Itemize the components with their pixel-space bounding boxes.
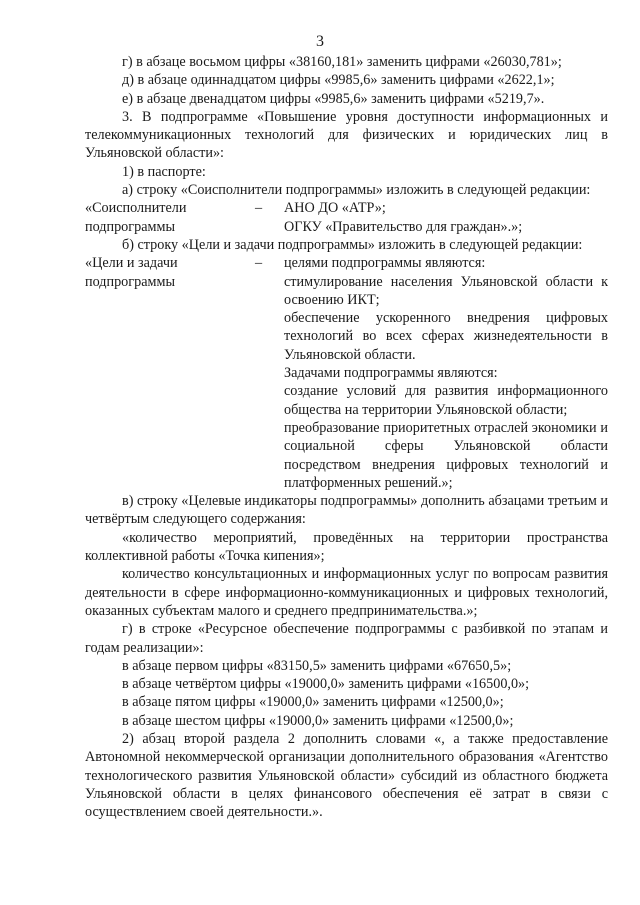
paragraph-fifth-abzac: в абзаце пятом цифры «19000,0» заменить цифрами «12500,0»; xyxy=(122,694,504,711)
paragraph-b: б) строку «Цели и задачи подпрограммы» изложить в следующей редакции: xyxy=(122,236,583,253)
paragraph-subprogram-3: 3. В подпрограмме «Повышение уровня доступности информационных и телекоммуникационных технологий для физических и юридических лиц в Ульяновской области»: xyxy=(85,108,608,162)
coexecutors-table xyxy=(85,199,608,236)
coexecutors-value xyxy=(284,199,608,236)
goals-dash: – xyxy=(255,255,263,272)
paragraph-g2: г) в строке «Ресурсное обеспечение подпрограммы с разбивкой по этапам и годам реализации»: xyxy=(85,621,608,656)
goals-table xyxy=(85,254,608,492)
goals-label-line1: «Цели и задачи xyxy=(85,255,178,272)
document-body xyxy=(85,53,608,821)
goals-label-line2: подпрограммы xyxy=(85,273,175,290)
goals-label xyxy=(85,254,255,492)
paragraph-v: в) строку «Целевые индикаторы подпрограммы» дополнить абзацами третьим и четвёртым следующего содержания: xyxy=(85,493,608,528)
coexecutors-value-line1: АНО ДО «АТР»; xyxy=(284,200,386,217)
paragraph-quote-services: количество консультационных и информационных услуг по вопросам развития деятельности в сфере информационно-коммуникационных и цифровых технологий, оказанных субъектам малого и среднего предпринимательства.»; xyxy=(85,566,608,619)
coexecutors-label xyxy=(85,199,255,236)
paragraph-e: е) в абзаце двенадцатом цифры «9985,6» заменить цифрами «5219,7». xyxy=(122,90,545,107)
coexecutors-label-line2: подпрограммы xyxy=(85,218,175,235)
paragraph-sixth-abzac: в абзаце шестом цифры «19000,0» заменить цифрами «12500,0»; xyxy=(122,712,514,729)
goals-line: целями подпрограммы являются: xyxy=(284,255,486,272)
goals-line: создание условий для развития информационного общества на территории Ульяновской области; xyxy=(284,383,608,418)
coexecutors-dash: – xyxy=(255,200,263,217)
coexecutors-label-line1: «Соисполнители xyxy=(85,200,187,217)
paragraph-fourth-abzac: в абзаце четвёртом цифры «19000,0» заменить цифрами «16500,0»; xyxy=(122,676,530,693)
goals-line: Задачами подпрограммы являются: xyxy=(284,365,498,382)
paragraph-a: а) строку «Соисполнители подпрограммы» изложить в следующей редакции: xyxy=(122,182,591,199)
paragraph-section-2: 2) абзац второй раздела 2 дополнить словами «, а также предоставление Автономной некоммерческой организации дополнительного образования «Агентство технологического развития Ульяновской области» субсидий из областного бюджета Ульяновской области в целях финансового обеспечения её затрат в связи с осуществлением своей деятельности.». xyxy=(85,730,608,821)
paragraph-first-abzac: в абзаце первом цифры «83150,5» заменить цифрами «67650,5»; xyxy=(122,657,512,674)
paragraph-d: д) в абзаце одиннадцатом цифры «9985,6» заменить цифрами «2622,1»; xyxy=(122,72,555,89)
goals-line: преобразование приоритетных отраслей экономики и социальной сферы Ульяновской области посредством внедрения цифровых технологий и платформенных решений.»; xyxy=(284,419,608,491)
paragraph-quote-events: «количество мероприятий, проведённых на территории пространства коллективной работы «Точка кипения»; xyxy=(85,529,608,565)
goals-line: обеспечение ускоренного внедрения цифровых технологий во всех сферах жизнедеятельности в Ульяновской области. xyxy=(284,310,608,363)
goals-line: стимулирование населения Ульяновской области к освоению ИКТ; xyxy=(284,273,608,308)
coexecutors-value-line2: ОГКУ «Правительство для граждан».»; xyxy=(284,218,523,235)
page-number: 3 xyxy=(316,33,324,50)
paragraph-g: г) в абзаце восьмом цифры «38160,181» заменить цифрами «26030,781»; xyxy=(122,54,562,70)
paragraph-passport: 1) в паспорте: xyxy=(122,163,206,180)
goals-value xyxy=(284,254,608,492)
